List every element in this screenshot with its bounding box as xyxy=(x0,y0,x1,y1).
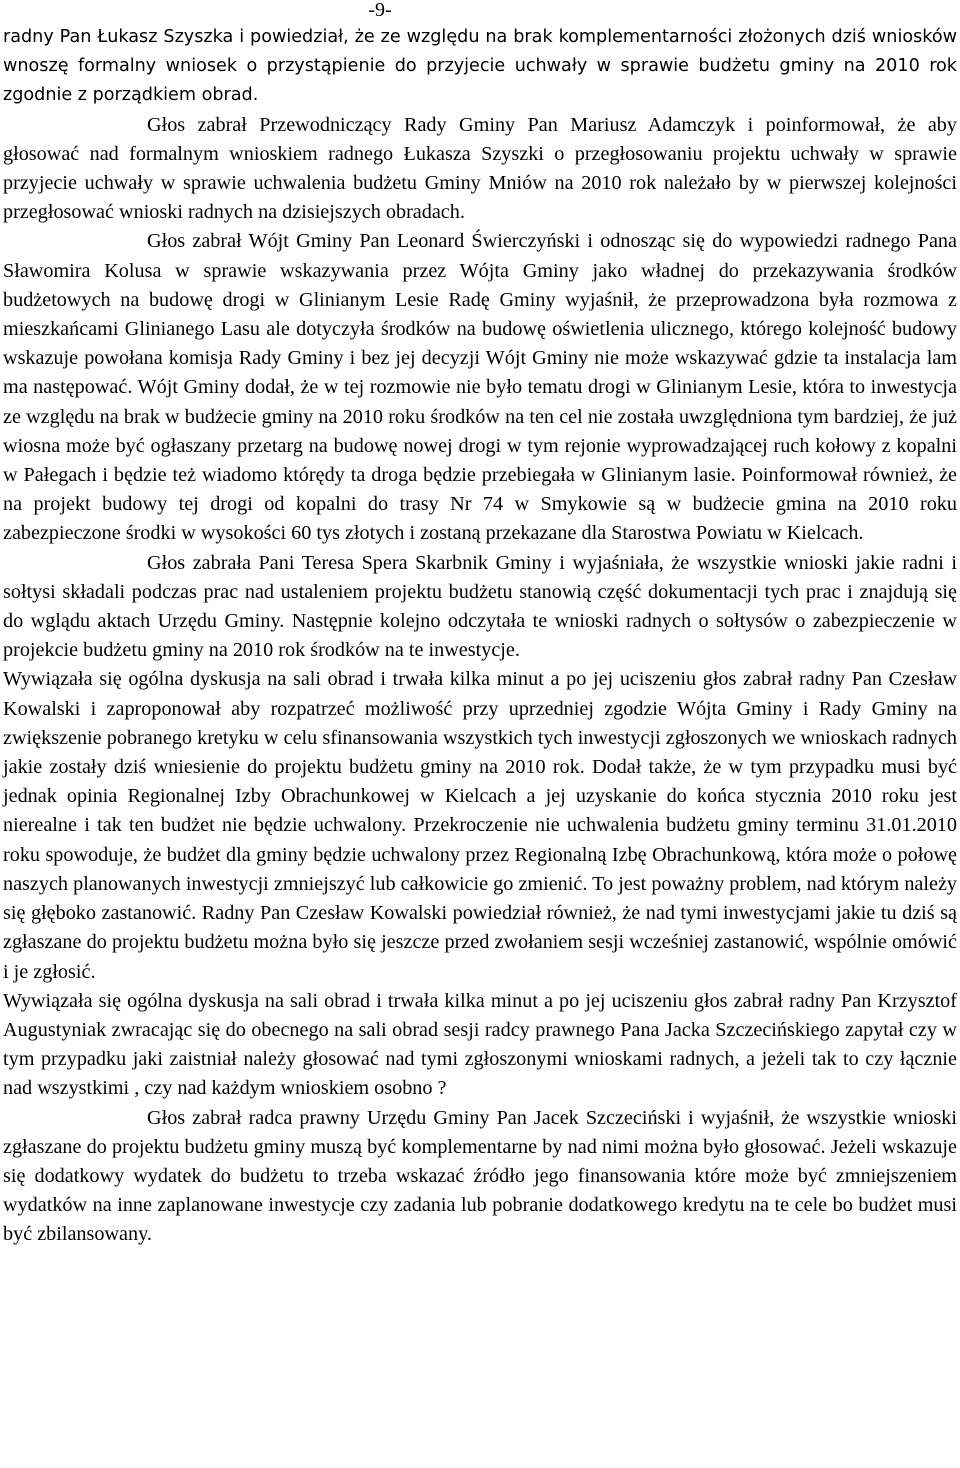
paragraph-chairman-statement: Głos zabrał Przewodniczący Rady Gminy Pan Mariusz Adamczyk i poinformował, że aby głosować nad formalnym wnioskiem radnego Łukasza Szyszki o przegłosowaniu projektu uchwały w sprawie przyjecie uchwały w sprawie uchwalenia budżetu Gminy Mniów na 2010 rok należało by w pierwszej kolejności przegłosować wnioski radnych na dzisiejszych obradach. xyxy=(3,113,957,224)
paragraph-kowalski-statement: Wywiązała się ogólna dyskusja na sali obrad i trwała kilka minut a po jej uciszeniu głos zabrał radny Pan Czesław Kowalski i zaproponował aby rozpatrzeć możliwość przy uprzedniej zgodzie Wójta Gminy i Rady Gminy na zwiększenie pobranego kretyku w celu sfinansowania wszystkich tych inwestycji zgłoszonych we wnioskach radnych jakie zostały dziś wniesienie do projektu budżetu gminy na 2010 rok. Dodał także, że w tym przypadku musi być jednak opinia Regionalnej Izby Obrachunkowej w Kielcach a jej uzyskanie do końca stycznia 2010 roku jest nierealne i tak ten budżet nie będzie uchwalony. Przekroczenie nie uchwalenia budżetu gminy terminu 31.01.2010 roku spowoduje, że budżet dla gminy będzie uchwalony przez Regionalną Izbę Obrachunkową, która może o połowę naszych planowanych inwestycji zmniejszyć lub całkowicie go zmienić. To jest poważny problem, nad którym należy się głęboko zastanowić. Radny Pan Czesław Kowalski powiedział również, że nad tymi inwestycjami jakie tu dziś są zgłaszane do projektu budżetu można było się jeszcze przed zwołaniem sesji wcześniej zastanowić, wspólnie omówić i je zgłosić. xyxy=(3,668,957,983)
document-body xyxy=(3,23,957,1250)
paragraph-treasurer-statement: Głos zabrała Pani Teresa Spera Skarbnik Gminy i wyjaśniała, że wszystkie wnioski jakie radni i sołtysi składali podczas prac nad ustaleniem projektu budżetu stanowią część dokumentacji tych prac i znajdują się do wglądu aktach Urzędu Gminy. Następnie kolejno odczytała te wnioski radnych o sołtysów o zabezpieczenie w projekcie budżetu gminy na 2010 rok środków na te inwestycje. xyxy=(3,551,957,662)
paragraph-augustyniak-question: Wywiązała się ogólna dyskusja na sali obrad i trwała kilka minut a po jej uciszeniu głos zabrał radny Pan Krzysztof Augustyniak zwracając się do obecnego na sali obrad sesji radcy prawnego Pana Jacka Szczecińskiego zapytał czy w tym przypadku jaki zaistniał należy głosować nad tymi zgłoszonymi wnioskami radnych, a jeżeli tak to czy łącznie nad wszystkimi , czy nad każdym wnioskiem osobno ? xyxy=(3,989,957,1100)
paragraph-szyszka-motion: radny Pan Łukasz Szyszka i powiedział, że ze względu na brak komplementarności złożonych dziś wniosków wnoszę formalny wniosek o przystąpienie do przyjecie uchwały w sprawie budżetu gminy na 2010 rok zgodnie z porządkiem obrad. xyxy=(3,27,957,106)
paragraph-mayor-statement: Głos zabrał Wójt Gminy Pan Leonard Świerczyński i odnosząc się do wypowiedzi radnego Pana Sławomira Kolusa w sprawie wskazywania przez Wójta Gminy jako władnej do przekazywania środków budżetowych na budowę drogi w Glinianym Lesie Radę Gminy wyjaśnił, że przeprowadzona była rozmowa z mieszkańcami Glinianego Lasu ale dotyczyła środków na budowę oświetlenia ulicznego, którego kolejność budowy wskazuje powołana komisja Rady Gminy i bez jej decyzji Wójt Gminy nie może wskazywać gdzie ta instalacja lam ma następować. Wójt Gminy dodał, że w tej rozmowie nie było tematu drogi w Glinianym Lesie, która to inwestycja ze względu na brak w budżecie gminy na 2010 roku środków na ten cel nie została uwzględniona tym bardziej, że już wiosna może być ogłaszany przetarg na budowę nowej drogi w tym rejonie wyprowadzającej ruch kołowy z kopalni w Pałegach i będzie też wiadomo którędy ta droga będzie przebiegała w Glinianym lasie. Poinformował również, że na projekt budowy tej drogi od kopalni do trasy Nr 74 w Smykowie są w budżecie gmina na 2010 roku zabezpieczone środki w wysokości 60 tys złotych i zostaną przekazane dla Starostwa Powiatu w Kielcach. xyxy=(3,230,957,545)
paragraph-legal-advisor-answer: Głos zabrał radca prawny Urzędu Gminy Pan Jacek Szczeciński i wyjaśnił, że wszystkie wnioski zgłaszane do projektu budżetu gminy muszą być komplementarne by nad nimi można było głosować. Jeżeli wskazuje się dodatkowy wydatek do budżetu to trzeba wskazać źródło jego finansowania które może być zmniejszeniem wydatków na inne zaplanowane inwestycje czy zadania lub pobranie dodatkowego kredytu na te cele bo budżet musi być zbilansowany. xyxy=(3,1106,957,1246)
page-number: -9- xyxy=(368,0,392,21)
